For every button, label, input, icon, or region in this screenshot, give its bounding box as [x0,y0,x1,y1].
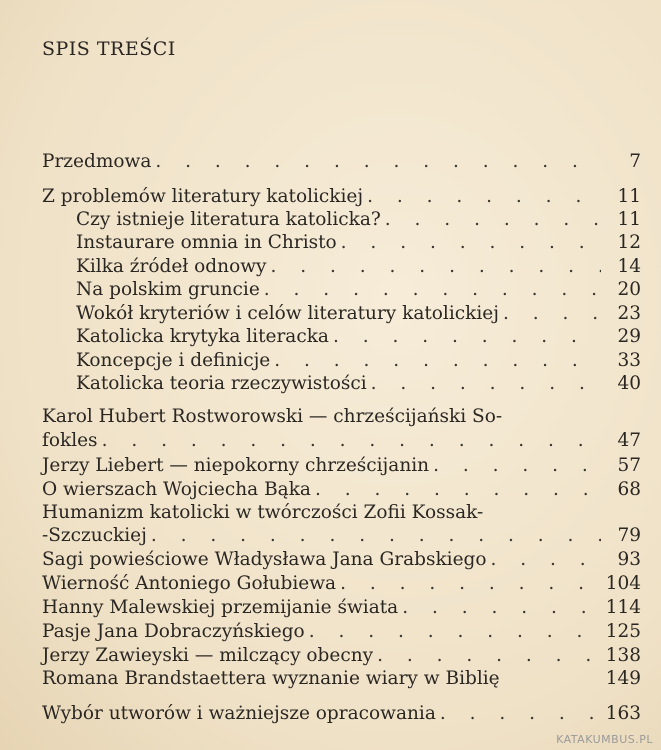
leader-dots [271,255,602,278]
toc-entry-page: 149 [605,668,641,689]
toc-entry-title: Wierność Antoniego Gołubiewa [42,573,337,594]
toc-entry-page: 79 [617,525,641,546]
leader-dots [491,548,601,571]
toc-entry-page: 14 [617,256,641,277]
toc-entry-page: 93 [617,549,641,570]
toc-entry-page: 104 [605,573,641,594]
toc-entry-title: Kilka źródeł odnowy [76,256,267,277]
toc-entry-title: Na polskim gruncie [76,279,260,300]
toc-entry-title: fokles [42,430,98,451]
leader-dots [264,278,601,301]
toc-entry-page: 138 [605,645,641,666]
toc-entry [42,596,641,619]
toc-entry-title: Katolicka krytyka literacka [76,326,329,347]
toc-entry-page: 47 [617,430,641,451]
toc-subentry [76,231,641,254]
toc-entry-title: Sagi powieściowe Władysława Jana Grabskiego [42,549,487,570]
watermark: KATAKUMBUS.PL [556,733,653,746]
toc-entry-przedmowa [42,150,641,173]
toc-entry-page: 114 [605,597,641,618]
toc-subentry [76,278,641,301]
toc-entry-page: 11 [617,209,641,230]
leader-dots [274,349,601,372]
leader-dots [385,208,601,231]
toc-entry-title: Jerzy Zawieyski — milczący obecny [42,645,374,666]
toc-entry-line [42,405,641,428]
toc-entry-title: Romana Brandstaettera wyznanie wiary w Biblię [42,668,500,689]
leader-dots [315,478,601,501]
toc-subentry [76,208,641,231]
toc-entry-title: Z problemów literatury katolickiej [42,186,364,207]
toc-entry [42,429,641,452]
leader-dots [309,620,600,643]
toc-entry-section [42,185,641,208]
leader-dots [102,429,601,452]
toc-entry-page: 11 [617,186,641,207]
toc-entry-page: 163 [605,703,641,724]
toc-entry [42,548,641,571]
leader-dots [333,325,601,348]
toc-subentry [76,325,641,348]
toc-entry-page: 7 [629,151,641,172]
toc-subentry [76,372,641,395]
toc-entry [42,572,641,595]
toc-entry-title: Przedmowa [42,151,152,172]
toc-entry-title: Karol Hubert Rostworowski — chrześcijański So- [42,406,503,427]
leader-dots [440,702,600,725]
toc-entry-title: Katolicka teoria rzeczywistości [76,373,367,394]
toc-entry-title: Koncepcje i definicje [76,350,271,371]
toc-entry-page: 40 [617,373,641,394]
leader-dots [402,596,599,619]
toc-entry-title: O wierszach Wojciecha Bąka [42,479,311,500]
toc-entry-title: Humanizm katolicki w twórczości Zofii Kossak- [42,502,484,523]
toc-entry-title: Czy istnieje literatura katolicka? [76,209,381,230]
toc-entry-title: -Szczuckiej [42,525,147,546]
leader-dots [341,231,601,254]
toc-subentry [76,302,641,325]
toc-entry [42,644,641,667]
toc-entry-title: Instaurare omnia in Christo [76,232,337,253]
toc-subentry [76,255,641,278]
toc-entry [42,702,641,725]
toc-entry-page: 33 [617,350,641,371]
toc-entry-title: Hanny Malewskiej przemijanie świata [42,597,399,618]
toc-entry-page: 125 [605,621,641,642]
toc-entry-title: Pasje Jana Dobraczyńskiego [42,621,305,642]
toc-entry [42,524,641,547]
toc-entry-page: 23 [617,303,641,324]
toc-entry [42,454,641,477]
toc-entry-page: 20 [617,279,641,300]
leader-dots [340,572,600,595]
leader-dots [371,372,601,395]
leader-dots [367,185,601,208]
toc-entry [42,478,641,501]
toc-entry-page: 57 [617,455,641,476]
toc-entry-title: Wybór utworów i ważniejsze opracowania [42,703,436,724]
toc-entry-line [42,501,641,524]
toc-entry-page: 68 [617,479,641,500]
page-title: SPIS TREŚCI [42,38,176,60]
toc-entry [42,667,641,690]
toc-entry [42,620,641,643]
toc-entry-title: Wokół kryteriów i celów literatury katolickiej [76,303,499,324]
leader-dots [151,524,601,547]
toc-entry-title: Jerzy Liebert — niepokorny chrześcijanin [42,455,430,476]
leader-dots [503,302,601,325]
leader-dots [433,454,601,477]
toc-entry-page: 12 [617,232,641,253]
toc-entry-page: 29 [617,326,641,347]
leader-dots [377,644,600,667]
toc-subentry [76,349,641,372]
leader-dots [155,150,601,173]
